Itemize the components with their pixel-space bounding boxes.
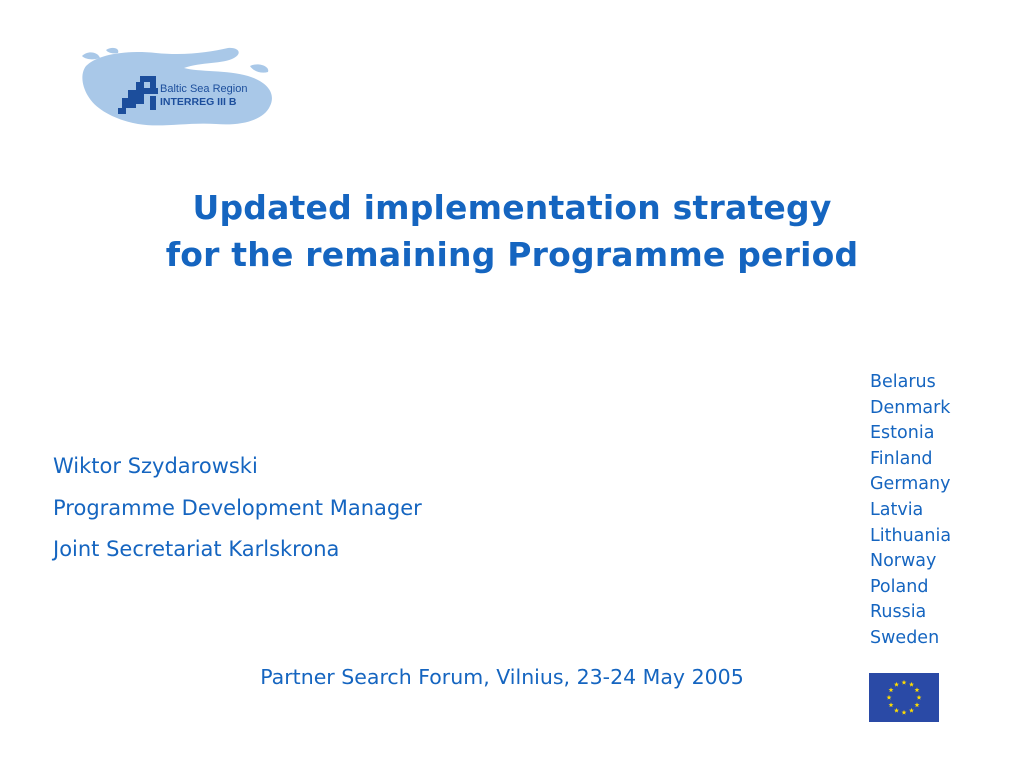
logo-line1: Baltic Sea Region [160, 83, 248, 95]
country-item: Finland [870, 448, 933, 469]
title-line-1: Updated implementation strategy [192, 188, 832, 227]
country-item: Latvia [870, 499, 924, 520]
title-line-2: for the remaining Programme period [165, 235, 859, 274]
country-item: Sweden [870, 627, 940, 648]
country-item: Russia [870, 602, 927, 623]
slide-title [0, 184, 1024, 278]
country-item: Belarus [870, 372, 936, 392]
logo-line2: INTERREG III B [160, 96, 237, 108]
eu-flag-icon [869, 673, 939, 722]
interreg-logo [78, 44, 288, 134]
country-item: Norway [870, 551, 937, 572]
country-item: Estonia [870, 423, 935, 444]
country-list [870, 370, 951, 652]
presenter-role: Programme Development Manager [53, 495, 422, 520]
country-item: Lithuania [870, 525, 952, 546]
presenter-block [53, 446, 422, 571]
country-item: Poland [870, 576, 929, 597]
country-item: Germany [870, 474, 951, 495]
event-caption: Partner Search Forum, Vilnius, 23-24 May 2005 [260, 665, 744, 689]
presenter-organisation: Joint Secretariat Karlskrona [53, 537, 340, 561]
presenter-name: Wiktor Szydarowski [53, 454, 258, 478]
country-item: Denmark [870, 397, 951, 418]
